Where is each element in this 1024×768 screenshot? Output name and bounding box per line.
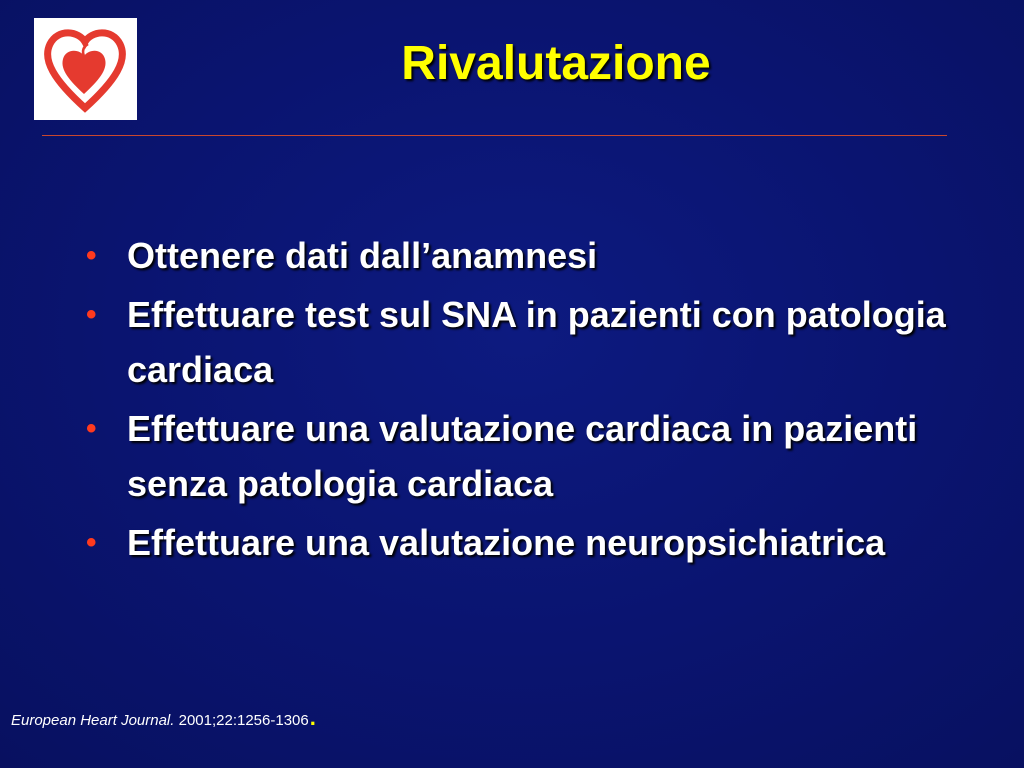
bullet-text: Ottenere dati dall’anamnesi (127, 235, 598, 276)
citation-journal: European Heart Journal. (11, 712, 175, 729)
title-divider (42, 135, 947, 136)
slide-title: Rivalutazione (401, 37, 711, 90)
bullet-marker: • (86, 239, 97, 272)
bullet-marker: • (86, 412, 97, 445)
bullet-item (86, 401, 946, 511)
bullet-text: Effettuare una valutazione neuropsichiatrica (127, 522, 886, 563)
bullet-item (86, 287, 946, 397)
bullet-marker: • (86, 526, 97, 559)
logo (34, 18, 137, 120)
bullet-text: Effettuare test sul SNA in pazienti con patologia cardiaca (127, 294, 946, 390)
citation-details: 2001;22:1256-1306 (174, 712, 309, 729)
bullet-item (86, 228, 946, 283)
bullet-marker: • (86, 298, 97, 331)
bullet-list (86, 228, 946, 574)
citation (11, 705, 316, 732)
bullet-text: Effettuare una valutazione cardiaca in pazienti senza patologia cardiaca (127, 408, 918, 504)
heart-logo-icon (34, 18, 137, 120)
bullet-item (86, 515, 946, 570)
citation-end-mark: . (309, 705, 316, 730)
